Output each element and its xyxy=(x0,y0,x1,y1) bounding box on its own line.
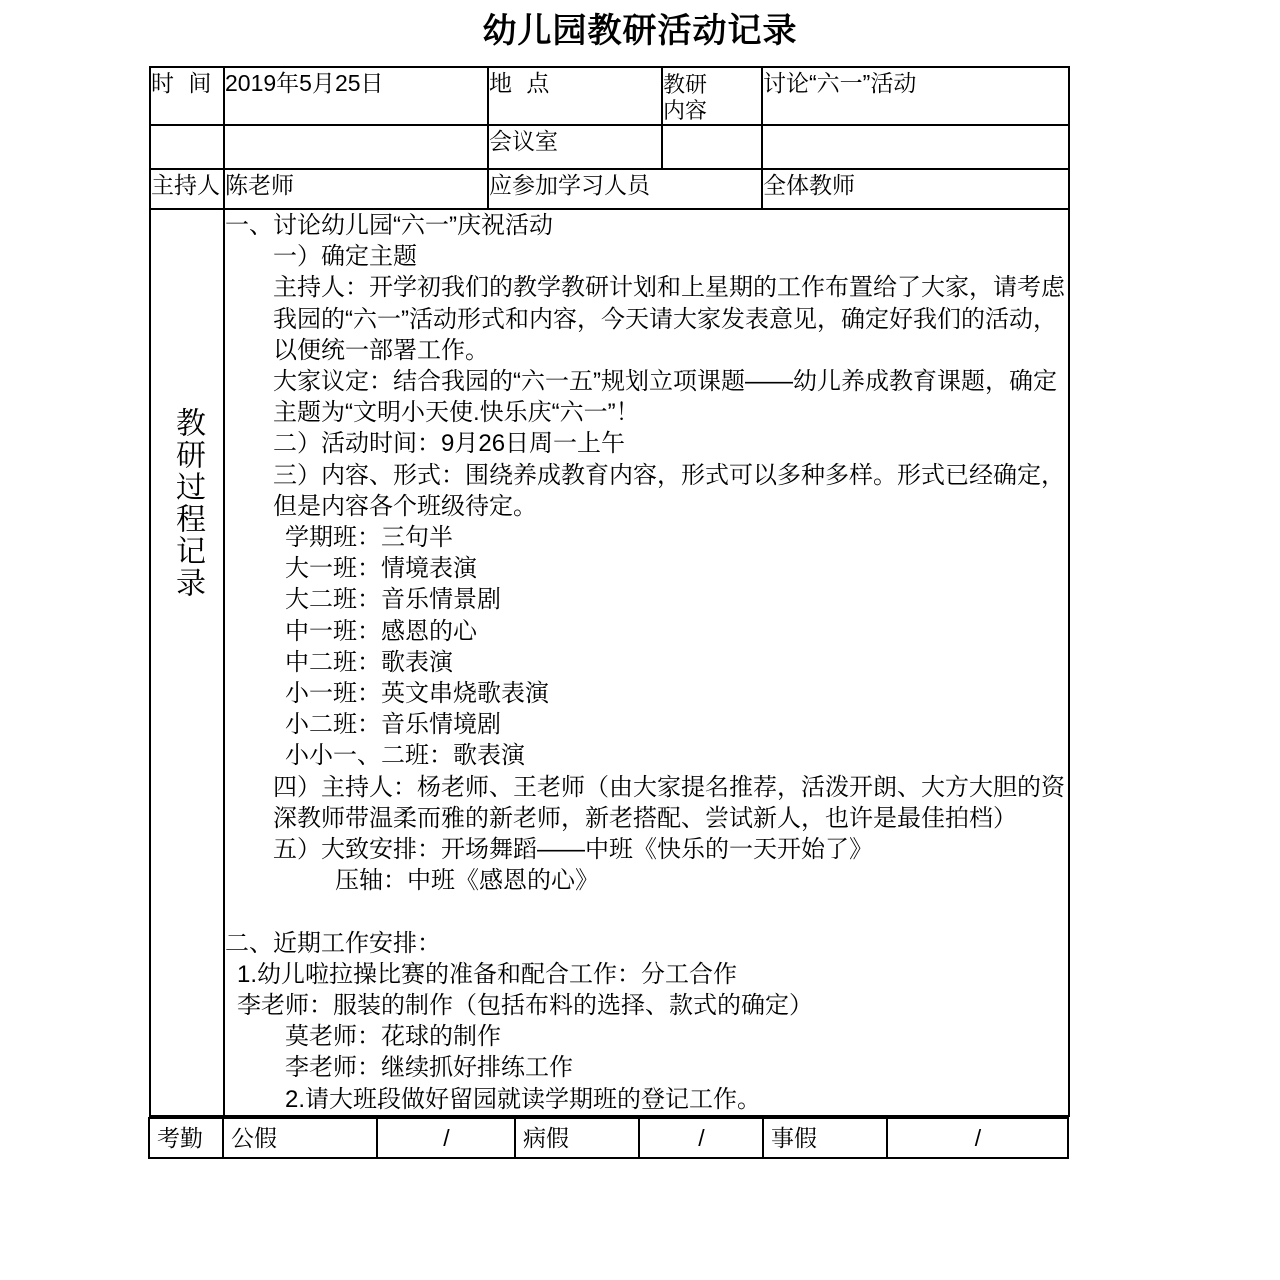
place-label: 地 点 xyxy=(488,67,662,125)
record-side-label xyxy=(150,209,224,1116)
record-line: 大一班：情境表演 xyxy=(285,555,477,583)
topic-label-line2: 内容 xyxy=(663,98,708,123)
attendance-item-name: 公假 xyxy=(223,1118,377,1158)
record-line: 中二班：歌表演 xyxy=(285,648,453,676)
record-line: 1.幼儿啦拉操比赛的准备和配合工作：分工合作 xyxy=(237,960,738,988)
table-row-record xyxy=(150,209,1069,1116)
attendance-table xyxy=(148,1117,1069,1159)
record-line: 压轴：中班《感恩的心》 xyxy=(335,867,599,895)
table-row-attendance xyxy=(150,1116,1069,1159)
record-line: 小一班：英文串烧歌表演 xyxy=(285,680,549,708)
record-line: 小小一、二班：歌表演 xyxy=(285,742,525,770)
record-line: 中一班：感恩的心 xyxy=(285,617,477,645)
record-line: 李老师：继续抓好排练工作 xyxy=(285,1054,573,1082)
attendance-item-value: / xyxy=(377,1118,515,1158)
record-line: 主持人：开学初我们的教学教研计划和上星期的工作布置给了大家，请考虑我园的“六一”活动形式和内容，今天请大家发表意见，确定好我们的活动，以便统一部署工作。 xyxy=(273,274,1065,364)
record-line: 二）活动时间：9月26日周一上午 xyxy=(273,430,626,458)
record-line: 2.请大班段做好留园就读学期班的登记工作。 xyxy=(285,1085,762,1113)
record-body xyxy=(224,209,1069,1116)
record-line: 一）确定主题 xyxy=(273,243,417,271)
topic-label-line1: 教研 xyxy=(663,72,708,97)
record-line: 大二班：音乐情景剧 xyxy=(285,586,501,614)
topic-value-empty-cell xyxy=(762,125,1069,169)
time-empty-cell xyxy=(150,125,224,169)
table-row-host xyxy=(150,169,1069,209)
record-line-blank xyxy=(225,896,1068,927)
time-label: 时 间 xyxy=(150,67,224,125)
record-lines xyxy=(225,210,1068,1115)
attendance-row xyxy=(149,1118,1068,1158)
record-side-label-text: 教研过程记录 xyxy=(171,407,204,599)
attendance-label: 考勤 xyxy=(149,1118,223,1158)
attendees-label: 应参加学习人员 xyxy=(488,169,762,209)
attendance-item-value: / xyxy=(639,1118,763,1158)
table-row-time xyxy=(150,67,1069,125)
record-line: 三）内容、形式：围绕养成教育内容，形式可以多种多样。形式已经确定，但是内容各个班级待定。 xyxy=(273,461,1065,520)
record-line: 一、讨论幼儿园“六一”庆祝活动 xyxy=(225,212,553,239)
place-value: 会议室 xyxy=(488,125,662,169)
attendance-item-value: / xyxy=(887,1118,1068,1158)
record-line: 小二班：音乐情境剧 xyxy=(285,711,501,739)
time-value: 2019年5月25日 xyxy=(224,67,488,125)
attendance-item-name: 事假 xyxy=(763,1118,887,1158)
record-line: 四）主持人：杨老师、王老师（由大家提名推荐，活泼开朗、大方大胆的资深教师带温柔而雅的新老师，新老搭配、尝试新人，也许是最佳拍档） xyxy=(273,773,1065,832)
record-line: 大家议定：结合我园的“六一五”规划立项课题——幼儿养成教育课题，确定主题为“文明小天使.快乐庆“六一”！ xyxy=(273,368,1057,427)
topic-label-empty-cell xyxy=(662,125,762,169)
record-line: 二、近期工作安排： xyxy=(225,929,441,957)
attendance-item-name: 病假 xyxy=(515,1118,639,1158)
host-value: 陈老师 xyxy=(224,169,488,209)
time-value-empty-cell xyxy=(224,125,488,169)
record-line: 五）大致安排：开场舞蹈——中班《快乐的一天开始了》 xyxy=(273,836,873,864)
host-label: 主持人 xyxy=(150,169,224,209)
topic-label xyxy=(662,67,762,125)
topic-value: 讨论“六一”活动 xyxy=(762,67,1069,125)
record-line: 莫老师：花球的制作 xyxy=(285,1023,501,1051)
page-title: 幼儿园教研活动记录 xyxy=(482,12,798,50)
record-line: 学期班：三句半 xyxy=(285,524,453,552)
meeting-record-table xyxy=(149,66,1070,1159)
table-row-place-value xyxy=(150,125,1069,169)
attendees-value: 全体教师 xyxy=(762,169,1069,209)
record-line: 李老师：服装的制作（包括布料的选择、款式的确定） xyxy=(237,992,813,1020)
